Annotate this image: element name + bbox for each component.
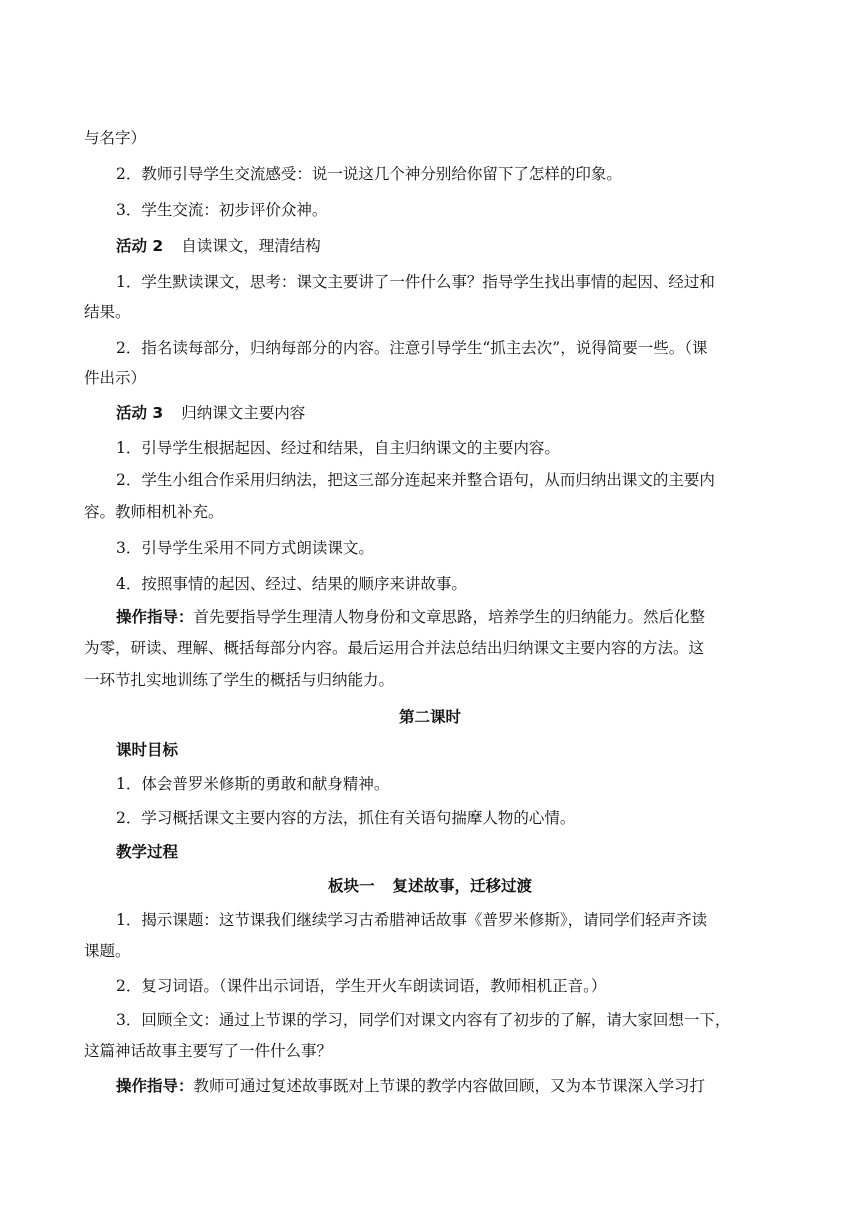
paragraph-continuation: 容。教师相机补充。 (84, 503, 224, 521)
guide-text: 教师可通过复述故事既对上节课的教学内容做回顾，又为本节课深入学习打 (193, 1077, 706, 1095)
section-heading: 教学过程 (116, 843, 179, 861)
paragraph: 3．学生交流：初步评价众神。 (116, 201, 328, 219)
paragraph: 2．学生小组合作采用归纳法，把这三部分连起来并整合语句，从而归纳出课文的主要内 (116, 471, 715, 489)
guide-text: 首先要指导学生理清人物身份和文章思路，培养学生的归纳能力。然后化整 (193, 608, 706, 626)
block-title: 复述故事，迁移过渡 (392, 877, 533, 895)
paragraph: 1．揭示课题：这节课我们继续学习古希腊神话故事《普罗米修斯》，请同学们轻声齐读 (116, 911, 708, 929)
activity-title: 自读课文，理清结构 (181, 237, 321, 255)
paragraph: 4．按照事情的起因、经过、结果的顺序来讲故事。 (116, 575, 467, 593)
goal-item: 2．学习概括课文主要内容的方法，抓住有关语句揣摩人物的心情。 (116, 809, 576, 827)
lesson-heading: 第二课时 (398, 708, 461, 726)
activity-3-heading (116, 403, 808, 423)
paragraph: 1．引导学生根据起因、经过和结果，自主归纳课文的主要内容。 (116, 439, 560, 457)
paragraph: 3．回顾全文：通过上节课的学习，同学们对课文内容有了初步的了解，请大家回想一下， (116, 1011, 731, 1029)
paragraph-continuation: 与名字） (84, 129, 147, 147)
operation-guide (116, 607, 808, 627)
section-heading: 课时目标 (116, 741, 179, 759)
goal-item: 1．体会普罗米修斯的勇敢和献身精神。 (116, 775, 390, 793)
paragraph: 2．复习词语。（课件出示词语，学生开火车朗读词语，教师相机正音。） (116, 977, 607, 995)
paragraph-continuation: 课题。 (84, 942, 131, 960)
block-label: 板块一 (327, 877, 375, 895)
paragraph: 3．引导学生采用不同方式朗读课文。 (116, 539, 374, 557)
paragraph-continuation: 件出示） (84, 369, 147, 387)
paragraph-continuation: 结果。 (84, 303, 131, 321)
paragraph: 2．指名读每部分，归纳每部分的内容。注意引导学生“抓主去次”，说得简要一些。（课 (116, 339, 708, 357)
guide-label: 操作指导： (116, 1077, 194, 1095)
paragraph-continuation: 这篇神话故事主要写了一件什么事？ (84, 1042, 333, 1060)
activity-label: 活动 2 (116, 237, 164, 255)
guide-text: 一环节扎实地训练了学生的概括与归纳能力。 (84, 671, 395, 689)
activity-2-heading (116, 236, 808, 256)
guide-text: 为零，研读、理解、概括每部分内容。最后运用合并法总结出归纳课文主要内容的方法。这 (84, 639, 705, 657)
guide-label: 操作指导： (116, 608, 194, 626)
operation-guide (116, 1076, 808, 1096)
paragraph: 2．教师引导学生交流感受：说一说这几个神分别给你留下了怎样的印象。 (116, 165, 622, 183)
block-heading (0, 876, 860, 896)
activity-title: 归纳课文主要内容 (181, 404, 306, 422)
paragraph: 1．学生默读课文，思考：课文主要讲了一件什么事？指导学生找出事情的起因、经过和 (116, 273, 715, 291)
activity-label: 活动 3 (116, 404, 164, 422)
